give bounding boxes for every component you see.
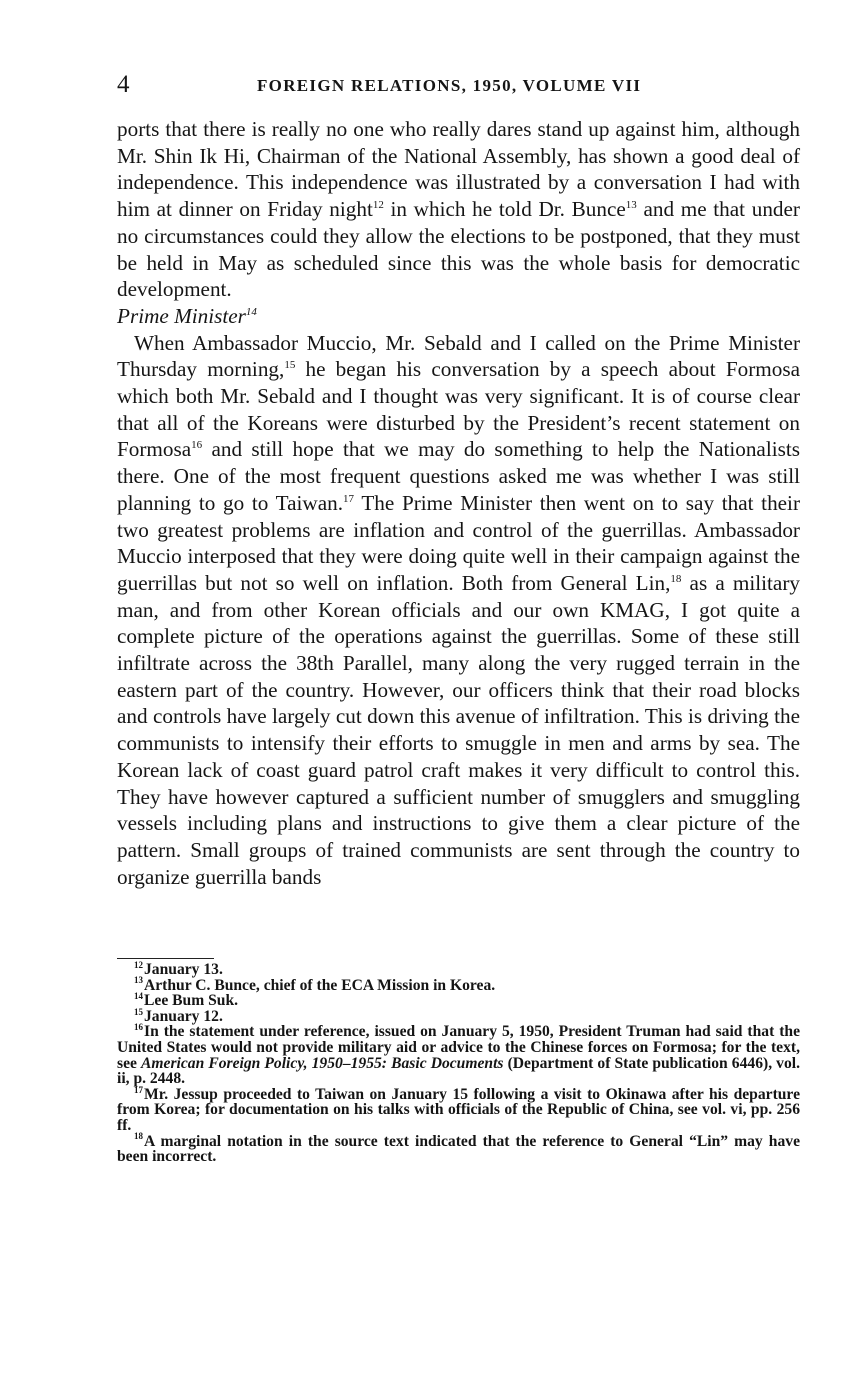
text-run: and me that under no circumstances could they allow the elections to be postponed, that they must be held in May as scheduled since this was the whole basis for democratic development. — [117, 197, 800, 302]
footnote-number: 17 — [134, 1084, 143, 1095]
page-header — [117, 70, 800, 100]
running-head: FOREIGN RELATIONS, 1950, VOLUME VII — [257, 76, 642, 95]
text-run: he began his conversation by a speech about Formosa which both Mr. Sebald and I thought was very significant. It is of course clear that all of the Koreans were disturbed by the President’s recent statement on Formosa — [117, 357, 800, 462]
footnote-ref: 15 — [284, 359, 296, 372]
text-run: and still hope that we may do something to help the Nationalists there. One of the most frequent questions asked me was whether I was still planning to go to Taiwan. — [117, 437, 800, 515]
text-run: The Prime Minister then went on to say that their two greatest problems are inflation and control of the guerrillas. Ambassador Muccio interposed that they were doing quite well in their campaign against the guerrillas but not so well on inflation. Both from General Lin, — [117, 490, 801, 595]
italic-title: American Foreign Policy, 1950–1955: Basic Documents — [141, 1054, 504, 1072]
text-run: A marginal notation in the source text indicated that the reference to General “Lin” may have been incorrect. — [117, 1132, 800, 1166]
body-paragraph-1 — [117, 116, 800, 303]
footnote-ref: 12 — [372, 199, 384, 212]
footnote-number: 14 — [134, 991, 143, 1001]
text-run: Prime Minister — [117, 303, 246, 328]
body-text — [117, 116, 800, 890]
footnote-number: 15 — [134, 1006, 143, 1017]
footnote-number: 13 — [134, 975, 143, 986]
footnote-ref: 16 — [191, 439, 203, 452]
text-run: Mr. Jessup proceeded to Taiwan on January 15 following a visit to Okinawa after his departure from Korea; for documentation on his talks with officials of the Republic of China, see vol. vi, pp. 256 ff. — [117, 1085, 800, 1134]
footnote-number: 18 — [134, 1131, 143, 1142]
text-run: January 13. — [144, 961, 223, 978]
footnote-number: 16 — [134, 1022, 143, 1033]
footnote-16 — [117, 1024, 800, 1086]
footnote-14 — [117, 993, 800, 1009]
footnote-13 — [117, 975, 800, 994]
text-run: (Department of State publication 6446), vol. ii, p. 2448. — [117, 1054, 800, 1088]
footnote-ref: 18 — [670, 572, 682, 585]
page-number: 4 — [117, 71, 130, 98]
text-run: In the statement under reference, issued on January 5, 1950, President Truman had said that the United States would not provide military aid or advice to the Chinese forces on Formosa; for the text, see — [117, 1023, 800, 1072]
text-run: Lee Bum Suk. — [144, 992, 239, 1010]
footnote-rule — [117, 958, 214, 959]
text-run: January 12. — [144, 1007, 223, 1025]
footnotes — [117, 959, 800, 1166]
footnote-12 — [117, 959, 800, 978]
footnote-17 — [117, 1084, 800, 1134]
text-run: in which he told Dr. Bunce — [383, 197, 626, 222]
text-run: When Ambassador Muccio, Mr. Sebald and I called on the Prime Minister Thursday morning, — [117, 330, 800, 382]
text-run: as a military man, and from other Korean officials and our own KMAG, I got quite a complete picture of the operations against the guerrillas. Some of these still infiltrate across the 38th Parallel, many along the very rugged terrain in the eastern part of the country. However, our officers think that their road blocks and controls have largely cut down this avenue of infiltration. This is driving the communists to intensify their efforts to smuggle in men and arms by sea. The Korean lack of coast guard patrol craft makes it very difficult to control this. They have however captured a sufficient number of smugglers and smuggling vessels including plans and instructions to give them a clear picture of the pattern. Small groups of trained communists are sent through the country to organize guerrilla bands — [117, 570, 800, 889]
footnote-ref: 17 — [343, 492, 355, 505]
footnote-18 — [117, 1131, 800, 1166]
section-heading-prime-minister — [117, 303, 800, 330]
body-paragraph-2 — [117, 330, 800, 891]
footnote-number: 12 — [134, 959, 143, 970]
footnote-ref: 14 — [245, 305, 257, 318]
text-run: Arthur C. Bunce, chief of the ECA Mission in Korea. — [144, 976, 496, 994]
footnote-ref: 13 — [625, 199, 637, 212]
text-run: ports that there is really no one who really dares stand up against him, although Mr. Shin Ik Hi, Chairman of the National Assembly, has shown a good deal of independence. This independence was illustrated by a conversation I had with him at dinner on Friday night — [117, 117, 800, 222]
